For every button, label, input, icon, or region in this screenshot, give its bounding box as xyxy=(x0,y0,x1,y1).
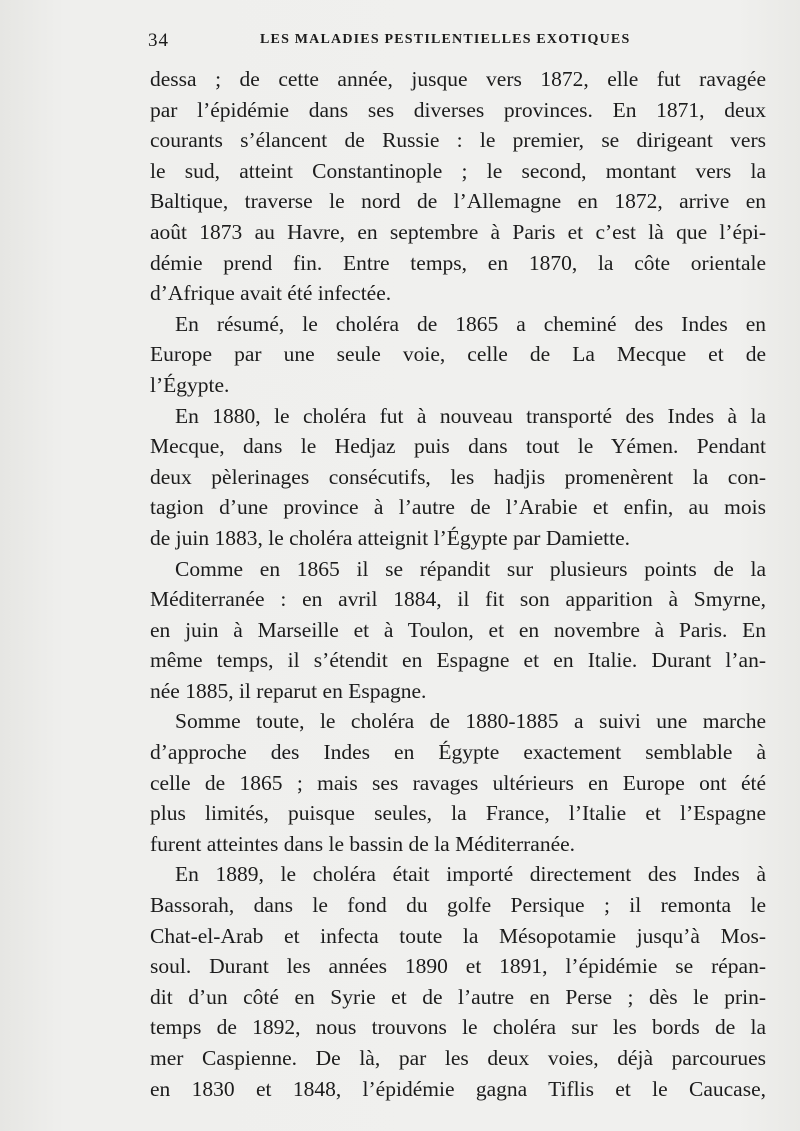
text-line xyxy=(150,278,766,309)
text-line-content: en 1830 et 1848, l’épidémie gagna Tiflis et le Caucase, xyxy=(150,1076,766,1101)
text-line-content: deux pèlerinages consécutifs, les hadjis promenèrent la con- xyxy=(150,464,766,489)
text-line-content: Europe par une seule voie, celle de La Mecque et de xyxy=(150,342,766,367)
text-line xyxy=(150,492,766,523)
text-line-content: le sud, atteint Constantinople ; le second, montant vers la xyxy=(150,158,766,183)
text-line xyxy=(150,737,766,768)
text-line-content: Bassorah, dans le fond du golfe Persique ; il remonta le xyxy=(150,893,766,918)
text-line xyxy=(150,523,766,554)
text-line xyxy=(150,125,766,156)
text-line-content: Somme toute, le choléra de 1880-1885 a suivi une marche xyxy=(175,709,766,734)
text-line-content: par l’épidémie dans ses diverses provinces. En 1871, deux xyxy=(150,97,766,122)
text-line-content: Comme en 1865 il se répandit sur plusieurs points de la xyxy=(175,556,766,581)
text-line xyxy=(150,554,766,585)
text-line xyxy=(150,676,766,707)
text-line xyxy=(150,798,766,829)
text-line xyxy=(150,706,766,737)
text-line xyxy=(150,248,766,279)
text-line-content: celle de 1865 ; mais ses ravages ultérieurs en Europe ont été xyxy=(150,770,766,795)
text-line-content: dit d’un côté en Syrie et de l’autre en Perse ; dès le prin- xyxy=(150,984,766,1009)
text-line-content: temps de 1892, nous trouvons le choléra sur les bords de la xyxy=(150,1015,766,1040)
text-line-content: Mecque, dans le Hedjaz puis dans tout le Yémen. Pendant xyxy=(150,434,766,459)
text-line xyxy=(150,64,766,95)
text-line-content: furent atteintes dans le bassin de la Méditerranée. xyxy=(150,831,576,856)
text-line-content: d’approche des Indes en Égypte exactement semblable à xyxy=(150,740,766,765)
text-line-content: plus limités, puisque seules, la France, l’Italie et l’Espagne xyxy=(150,801,766,826)
text-line xyxy=(150,859,766,890)
page-number: 34 xyxy=(148,30,169,51)
text-line-content: courants s’élancent de Russie : le premier, se dirigeant vers xyxy=(150,128,766,153)
text-line xyxy=(150,370,766,401)
text-line-content: de juin 1883, le choléra atteignit l’Égypte par Damiette. xyxy=(150,525,631,550)
body-text xyxy=(150,64,766,1104)
text-line-content: l’Égypte. xyxy=(150,372,230,397)
text-line-content: Baltique, traverse le nord de l’Allemagne en 1872, arrive en xyxy=(150,189,766,214)
text-line-content: soul. Durant les années 1890 et 1891, l’épidémie se répan- xyxy=(150,954,766,979)
text-line xyxy=(150,431,766,462)
text-line xyxy=(150,462,766,493)
text-line-content: en juin à Marseille et à Toulon, et en novembre à Paris. En xyxy=(150,617,766,642)
text-line xyxy=(150,1012,766,1043)
text-line xyxy=(150,982,766,1013)
text-line-content: Méditerranée : en avril 1884, il fit son apparition à Smyrne, xyxy=(150,587,766,612)
text-line xyxy=(150,829,766,860)
text-line-content: dessa ; de cette année, jusque vers 1872, elle fut ravagée xyxy=(150,67,766,91)
text-line-content: En résumé, le choléra de 1865 a cheminé des Indes en xyxy=(175,311,766,336)
text-line xyxy=(150,309,766,340)
text-line xyxy=(150,401,766,432)
text-line xyxy=(150,615,766,646)
text-line-content: mer Caspienne. De là, par les deux voies, déjà parcourues xyxy=(150,1046,766,1070)
text-line xyxy=(150,156,766,187)
text-line xyxy=(150,890,766,921)
text-line-content: démie prend fin. Entre temps, en 1870, la côte orientale xyxy=(150,250,766,275)
running-title: LES MALADIES PESTILENTIELLES EXOTIQUES xyxy=(260,32,631,47)
text-line-content: tagion d’une province à l’autre de l’Arabie et enfin, au mois xyxy=(150,495,766,520)
text-line xyxy=(150,95,766,126)
text-line xyxy=(150,217,766,248)
text-line-content: août 1873 au Havre, en septembre à Paris et c’est là que l’épi- xyxy=(150,219,766,244)
text-line xyxy=(150,584,766,615)
text-line xyxy=(150,768,766,799)
text-line xyxy=(150,339,766,370)
text-line-content: même temps, il s’étendit en Espagne et en Italie. Durant l’an- xyxy=(150,648,766,673)
text-line-content: En 1880, le choléra fut à nouveau transporté des Indes à la xyxy=(175,403,766,428)
text-line xyxy=(150,951,766,982)
text-line xyxy=(150,1043,766,1074)
text-line-content: Chat-el-Arab et infecta toute la Mésopotamie jusqu’à Mos- xyxy=(150,923,766,948)
text-line xyxy=(150,1074,766,1105)
page-header xyxy=(148,30,766,54)
text-line xyxy=(150,921,766,952)
text-line xyxy=(150,186,766,217)
text-line-content: En 1889, le choléra était importé directement des Indes à xyxy=(175,862,766,887)
text-line-content: née 1885, il reparut en Espagne. xyxy=(150,678,427,703)
text-line-content: d’Afrique avait été infectée. xyxy=(150,281,392,306)
text-line xyxy=(150,645,766,676)
